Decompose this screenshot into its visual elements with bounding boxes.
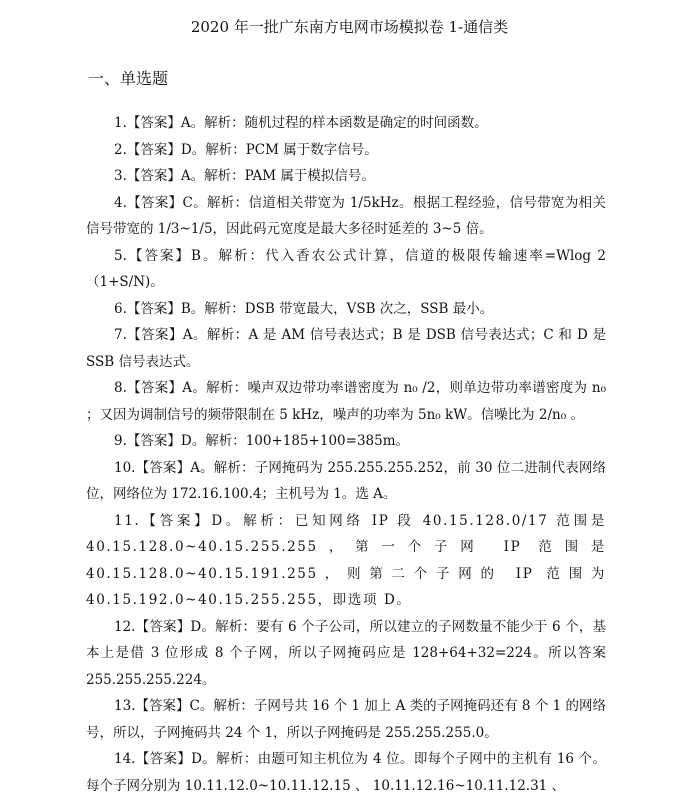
answer-item-7: 7.【答案】A。解析：A 是 AM 信号表达式；B 是 DSB 信号表达式；C 和 D 是 SSB 信号表达式。 (86, 327, 606, 370)
answer-item-4: 4.【答案】C。解析：信道相关带宽为 1/5kHz。根据工程经验，信号带宽为相关信号带宽的 1/3~1/5，因此码元宽度是最大多径时延差的 3~5 倍。 (86, 194, 606, 237)
answer-item-3: 3.【答案】A。解析：PAM 属于模拟信号。 (114, 168, 375, 184)
answer-item-2: 2.【答案】D。解析：PCM 属于数字信号。 (114, 141, 378, 158)
document-title: 2020 年一批广东南方电网市场模拟卷 1-通信类 (190, 18, 509, 36)
answer-list (86, 110, 606, 799)
answer-item-9: 9.【答案】D。解析：100+185+100=385m。 (114, 433, 410, 449)
answer-item-14: 14.【答案】D。解析：由题可知主机位为 4 位。即每个子网中的主机有 16 个。每个子网分别为 10.11.12.0~10.11.12.15 、 10.11.12.16~10.11.12.31 、 (86, 751, 606, 794)
answer-item-8: 8.【答案】A。解析：噪声双边带功率谱密度为 n₀ /2，则单边带功率谱密度为 n₀ ；又因为调制信号的频带限制在 5 kHz，噪声的功率为 5n₀ kW。信噪比为 2/n₀ 。 (86, 380, 606, 423)
answer-item-1: 1.【答案】A。解析：随机过程的样本函数是确定的时间函数。 (114, 115, 488, 131)
answer-item-11: 11.【答案】D。解析：已知网络 IP 段 40.15.128.0/17 范围是40.15.128.0~40.15.255.255，第一个子网 IP 范围是 40.15.128.0~40.15.191.255，则第二个子网的 IP 范围为 40.15.192.0~40.15.255.255，即选项 D。 (86, 512, 606, 608)
answer-item-6: 6.【答案】B。解析：DSB 带宽最大，VSB 次之，SSB 最小。 (114, 300, 494, 317)
answer-item-12: 12.【答案】D。解析：要有 6 个子公司，所以建立的子网数量不能少于 6 个，基本上是借 3 位形成 8 个子网，所以子网掩码应是 128+64+32=224。所以答案255.255.255.224。 (86, 618, 606, 688)
answer-item-10: 10.【答案】A。解析：子网掩码为 255.255.255.252，前 30 位二进制代表网络位，网络位为 172.16.100.4；主机号为 1。选 A。 (86, 459, 606, 502)
section-heading: 一、单选题 (88, 69, 169, 88)
answer-item-13: 13.【答案】C。解析：子网号共 16 个 1 加上 A 类的子网掩码还有 8 个 1 的网络号，所以，子网掩码共 24 个 1，所以子网掩码是 255.255.255.0。 (86, 698, 606, 741)
answer-item-5: 5.【答案】B。解析：代入香农公式计算，信道的极限传输速率=Wlog 2 （1+S/N)。 (86, 247, 606, 290)
